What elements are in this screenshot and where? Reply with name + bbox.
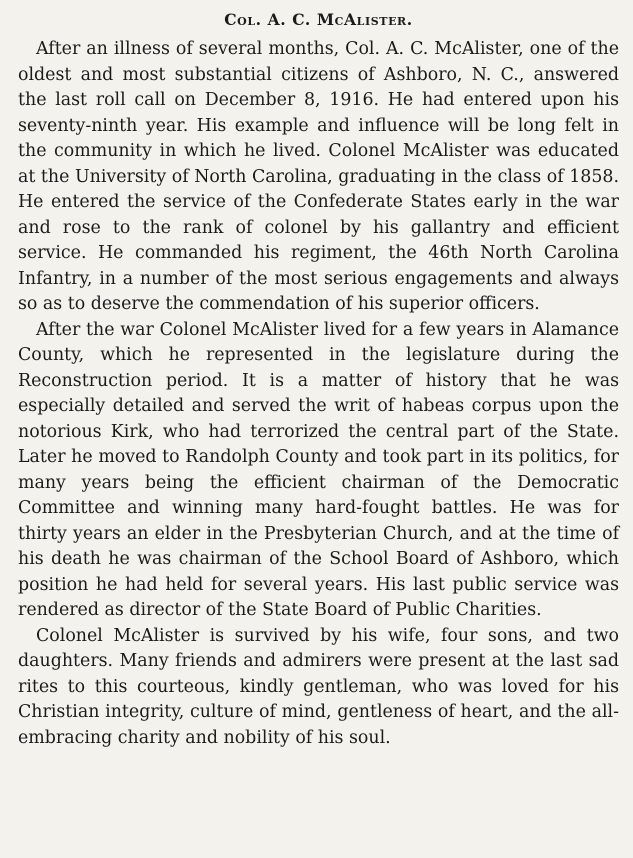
paragraph-3: Colonel McAlister is survived by his wife, four sons, and two daughters. Many friends and admirers were present at the last sad rites to this courteous, kindly gentleman, who was loved for his Christian integrity, culture of mind, gentleness of heart, and the all-embracing charity and nobility of his soul.: [18, 625, 619, 748]
paragraph-2: After the war Colonel McAlister lived for a few years in Alamance County, which he represented in the legislature during the Reconstruction period. It is a matter of history that he was especially detailed and served the writ of habeas corpus upon the notorious Kirk, who had terrorized the central part of the State. Later he moved to Randolph County and took part in its politics, for many years being the efficient chairman of the Democratic Committee and winning many hard-fought battles. He was for thirty years an elder in the Presbyterian Church, and at the time of his death he was chairman of the School Board of Ashboro, which position he had held for several years. His last public service was rendered as director of the State Board of Public Charities.: [18, 319, 619, 620]
article-title-text: Col. A. C. McAlister.: [224, 10, 413, 29]
article-title: [18, 10, 619, 30]
paragraph-1: After an illness of several months, Col. A. C. McAlister, one of the oldest and most substantial citizens of Ashboro, N. C., answered the last roll call on December 8, 1916. He had entered upon his seventy-ninth year. His example and influence will be long felt in the community in which he lived. Colonel McAlister was educated at the University of North Carolina, graduating in the class of 1858. He entered the service of the Confederate States early in the war and rose to the rank of colonel by his gallantry and efficient service. He commanded his regiment, the 46th North Carolina Infantry, in a number of the most serious engagements and always so as to deserve the commendation of his superior officers.: [18, 39, 619, 314]
